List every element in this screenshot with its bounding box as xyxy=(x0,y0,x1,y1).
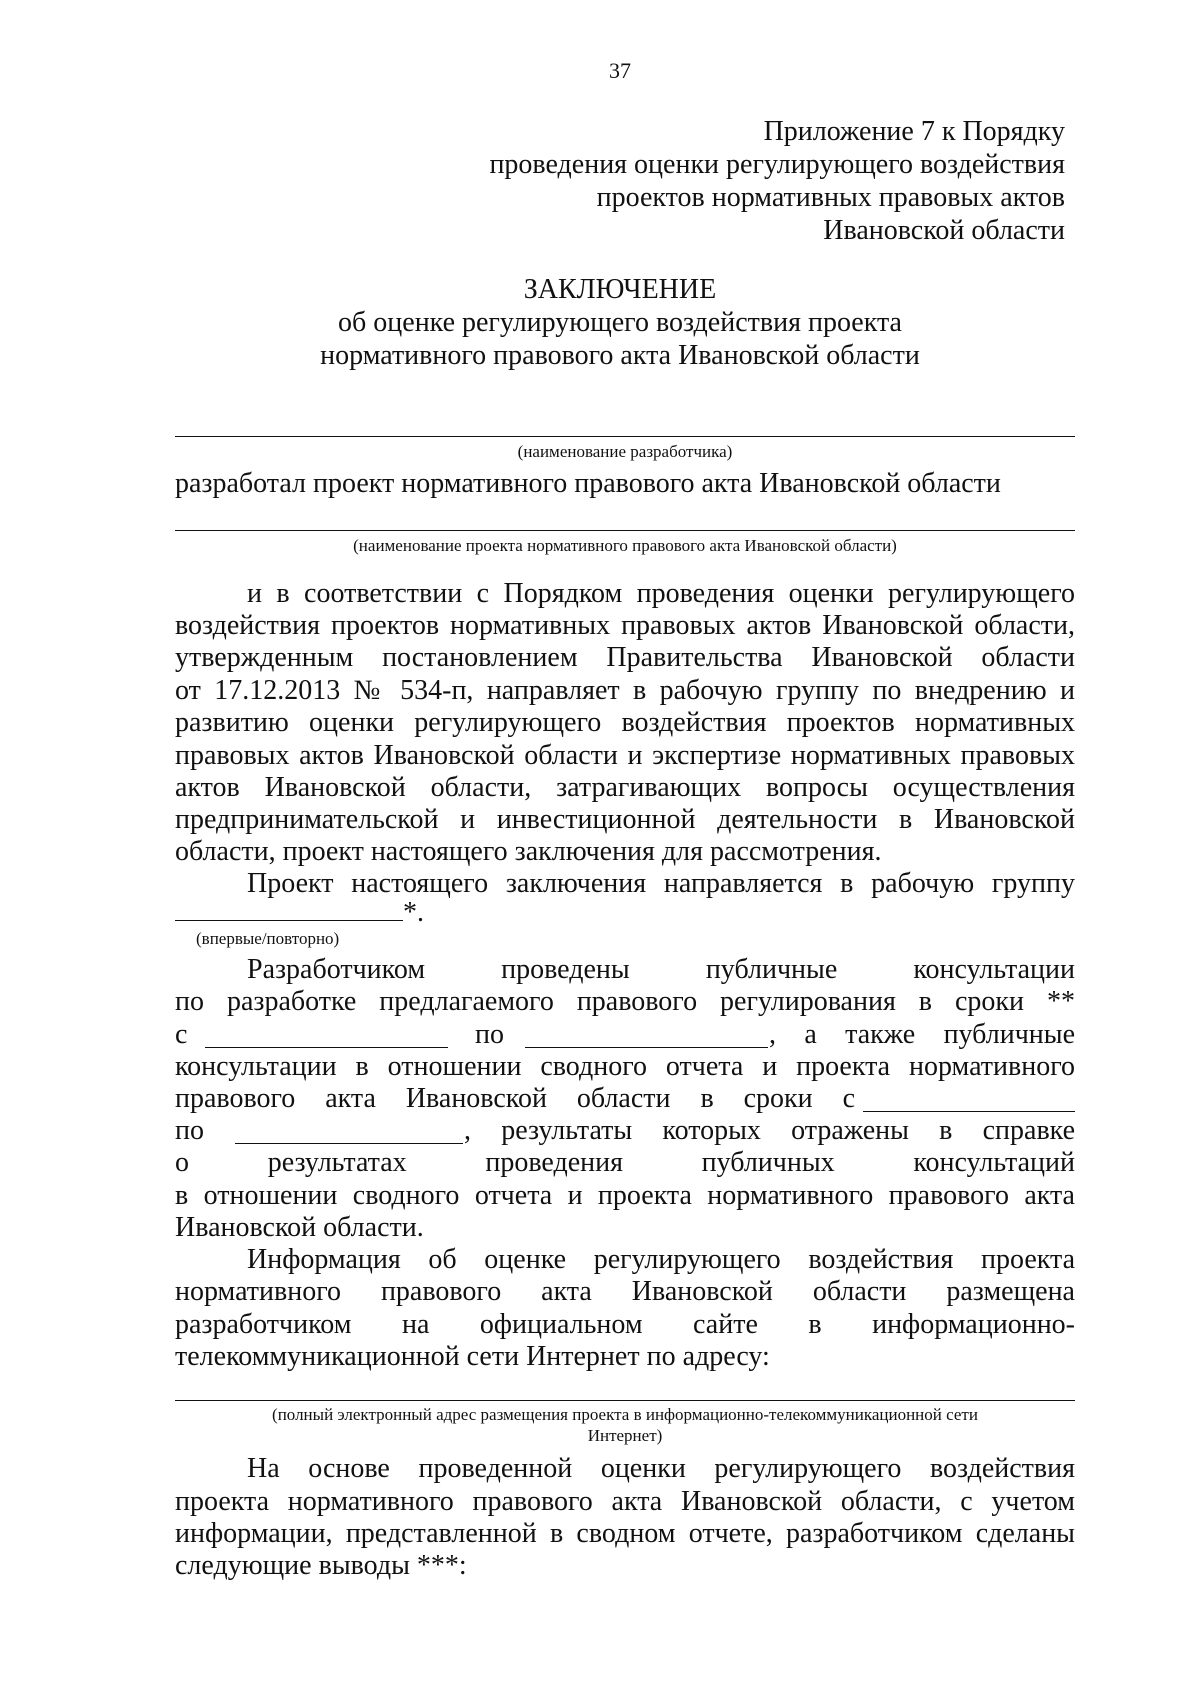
developer-blank-line xyxy=(175,436,1075,437)
paragraph-line: следующие выводы ***: xyxy=(175,1550,467,1581)
first-repeat-caption: (впервые/повторно) xyxy=(196,929,340,948)
paragraph-line: воздействия проектов нормативных правовых актов Ивановской области, xyxy=(175,610,1075,641)
developer-caption: (наименование разработчика) xyxy=(517,442,733,461)
paragraph-line: правовых актов Ивановской области и экспертизе нормативных правовых xyxy=(175,740,1075,771)
paragraph-line: проекта нормативного правового акта Ивановской области, с учетом xyxy=(175,1486,1075,1517)
appendix-line: Приложение 7 к Порядку xyxy=(763,116,1065,147)
project-name-caption: (наименование проекта нормативного правового акта Ивановской области) xyxy=(353,536,897,555)
report-date-to-blank xyxy=(235,1117,463,1144)
paragraph-line: актов Ивановской области, затрагивающих вопросы осуществления xyxy=(175,772,1075,803)
date-to-blank xyxy=(525,1021,768,1048)
paragraph-line: телекоммуникационной сети Интернет по адресу: xyxy=(175,1341,770,1372)
status-blank xyxy=(175,894,403,921)
paragraph-line: утвержденным постановлением Правительства Ивановской области xyxy=(175,642,1075,673)
footnote-mark: *. xyxy=(403,897,424,928)
paragraph-line: Разработчиком проведены публичные консультации xyxy=(247,954,1075,985)
paragraph-line: о результатах проведения публичных консультаций xyxy=(175,1147,1075,1178)
paragraph-line: предпринимательской и инвестиционной деятельности в Ивановской xyxy=(175,804,1075,835)
results-text: , результаты которых отражены в справке xyxy=(464,1115,1075,1146)
paragraph-line: Информация об оценке регулирующего воздействия проекта xyxy=(247,1244,1075,1275)
from-label: с xyxy=(175,1019,188,1050)
paragraph-sent-line: Проект настоящего заключения направляется в рабочую группу xyxy=(247,868,1075,899)
to-label: по xyxy=(175,1115,204,1146)
paragraph-line: по разработке предлагаемого правового регулирования в сроки ** xyxy=(175,986,1075,1017)
page-number: 37 xyxy=(609,58,631,83)
title-subtitle-line: нормативного правового акта Ивановской области xyxy=(320,340,920,371)
to-label: по xyxy=(475,1019,504,1050)
address-blank-line xyxy=(175,1400,1075,1401)
title-subtitle-line: об оценке регулирующего воздействия проекта xyxy=(338,307,902,338)
paragraph-line: разработчиком на официальном сайте в информационно- xyxy=(175,1309,1075,1340)
project-name-blank-line xyxy=(175,530,1075,531)
paragraph-line: нормативного правового акта Ивановской области размещена xyxy=(175,1276,1075,1307)
sent-status-field xyxy=(175,894,475,929)
document-title xyxy=(0,273,1200,372)
paragraph-line: Ивановской области. xyxy=(175,1212,424,1243)
paragraph-line: от 17.12.2013 № 534-п, направляет в рабочую группу по внедрению и xyxy=(175,675,1075,706)
report-dates-text: правового акта Ивановской области в сроки с xyxy=(175,1083,855,1114)
address-caption-line: Интернет) xyxy=(587,1426,663,1445)
paragraph-line: развитию оценки регулирующего воздействия проектов нормативных xyxy=(175,707,1075,738)
appendix-line: Ивановской области xyxy=(823,215,1065,246)
paragraph-line: области, проект настоящего заключения для рассмотрения. xyxy=(175,836,882,867)
date-from-blank xyxy=(205,1021,448,1048)
title-heading: ЗАКЛЮЧЕНИЕ xyxy=(523,274,717,305)
developed-line: разработал проект нормативного правового акта Ивановской области xyxy=(175,468,1001,499)
paragraph-line: На основе проведенной оценки регулирующего воздействия xyxy=(247,1453,1075,1484)
appendix-line: проведения оценки регулирующего воздействия xyxy=(489,149,1065,180)
paragraph-line: информации, представленной в сводном отчете, разработчиком сделаны xyxy=(175,1518,1075,1549)
address-caption-line: (полный электронный адрес размещения проекта в информационно-телекоммуникационной сети xyxy=(272,1405,978,1424)
paragraph-line: и в соответствии с Порядком проведения оценки регулирующего xyxy=(247,578,1075,609)
appendix-line: проектов нормативных правовых актов xyxy=(596,182,1065,213)
also-text: , а также публичные xyxy=(769,1019,1075,1050)
appendix-reference xyxy=(489,115,1065,247)
paragraph-line: консультации в отношении сводного отчета и проекта нормативного xyxy=(175,1051,1075,1082)
report-date-from-blank xyxy=(863,1085,1075,1112)
paragraph-line: в отношении сводного отчета и проекта нормативного правового акта xyxy=(175,1180,1075,1211)
